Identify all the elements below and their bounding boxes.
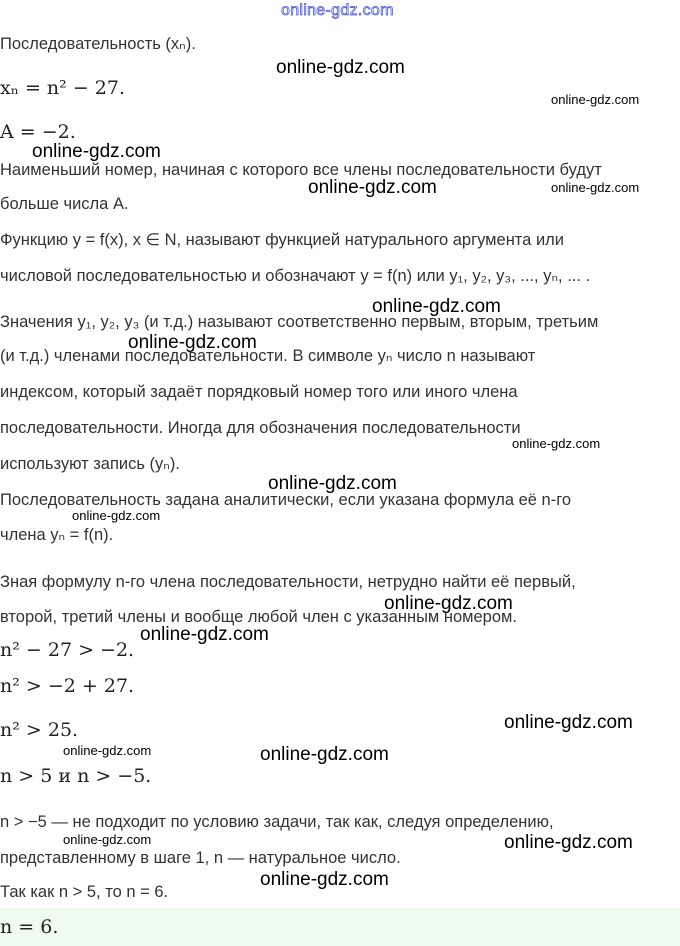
- theory-p2-line-2: (и т.д.) членами последовательности. В символе yₙ число n называют: [0, 347, 536, 365]
- theory-p3-line-2: члена yₙ = f(n).: [0, 526, 114, 544]
- theory-p1-line-1: Функцию y = f(x), x ∈ N, называют функцией натурального аргумента или: [0, 231, 565, 249]
- given-title: Последовательность (xₙ).: [0, 35, 196, 53]
- question-line-1: Наименьший номер, начиная с которого все члены последовательности будут: [0, 161, 602, 179]
- watermark: online-gdz.com: [140, 624, 269, 645]
- theory-p2-line-4: последовательности. Иногда для обозначения последовательности: [0, 419, 521, 437]
- solution-step-5-line-1: n > −5 — не подходит по условию задачи, так как, следуя определению,: [0, 813, 554, 831]
- watermark: online-gdz.com: [384, 593, 513, 614]
- watermark: online-gdz.com: [260, 744, 389, 765]
- watermark: online-gdz.com: [504, 832, 633, 853]
- watermark: online-gdz.com: [72, 508, 161, 523]
- theory-p1-line-2: числовой последовательностью и обозначают y = f(n) или y₁, y₂, y₃, ..., yₙ, ... .: [0, 267, 591, 285]
- watermark: online-gdz.com: [128, 332, 257, 353]
- given-a-value: A = −2.: [0, 121, 76, 143]
- watermark: online-gdz.com: [504, 712, 633, 733]
- watermark: online-gdz.com: [32, 141, 161, 162]
- solution-step-4: n > 5 и n > −5.: [0, 765, 152, 787]
- solution-step-5-line-2: представленному в шаге 1, n — натуральное число.: [0, 849, 401, 867]
- watermark: online-gdz.com: [308, 177, 437, 198]
- watermark: online-gdz.com: [372, 296, 501, 317]
- watermark: online-gdz.com: [551, 180, 640, 195]
- theory-p4-line-1: Зная формулу n-го члена последовательности, нетрудно найти её первый,: [0, 573, 576, 591]
- solution-step-3: n² > 25.: [0, 719, 79, 741]
- solution-step-1: n² − 27 > −2.: [0, 639, 135, 661]
- solution-step-2: n² > −2 + 27.: [0, 675, 135, 697]
- watermark: online-gdz.com: [268, 473, 397, 494]
- solution-step-6: Так как n > 5, то n = 6.: [0, 883, 169, 901]
- theory-p2-line-5: используют запись (yₙ).: [0, 455, 180, 473]
- answer-text: n = 6.: [0, 916, 59, 938]
- theory-p3-line-1: Последовательность задана аналитически, если указана формула её n-го: [0, 491, 572, 509]
- watermark: online-gdz.com: [276, 57, 405, 78]
- answer-box: [0, 908, 680, 946]
- watermark: online-gdz.com: [260, 869, 389, 890]
- watermark-top: online-gdz.com: [281, 2, 394, 19]
- watermark: online-gdz.com: [551, 92, 640, 107]
- theory-p2-line-3: индексом, который задаёт порядковый номер того или иного члена: [0, 383, 518, 401]
- question-line-2: больше числа A.: [0, 195, 129, 213]
- watermark: online-gdz.com: [63, 743, 152, 758]
- theory-p4-line-2: второй, третий члены и вообще любой член с указанным номером.: [0, 608, 517, 626]
- watermark: online-gdz.com: [63, 832, 152, 847]
- watermark: online-gdz.com: [512, 436, 601, 451]
- theory-p2-line-1: Значения y₁, y₂, y₃ (и т.д.) называют соответственно первым, вторым, третьим: [0, 313, 599, 331]
- given-formula: xₙ = n² − 27.: [0, 77, 126, 99]
